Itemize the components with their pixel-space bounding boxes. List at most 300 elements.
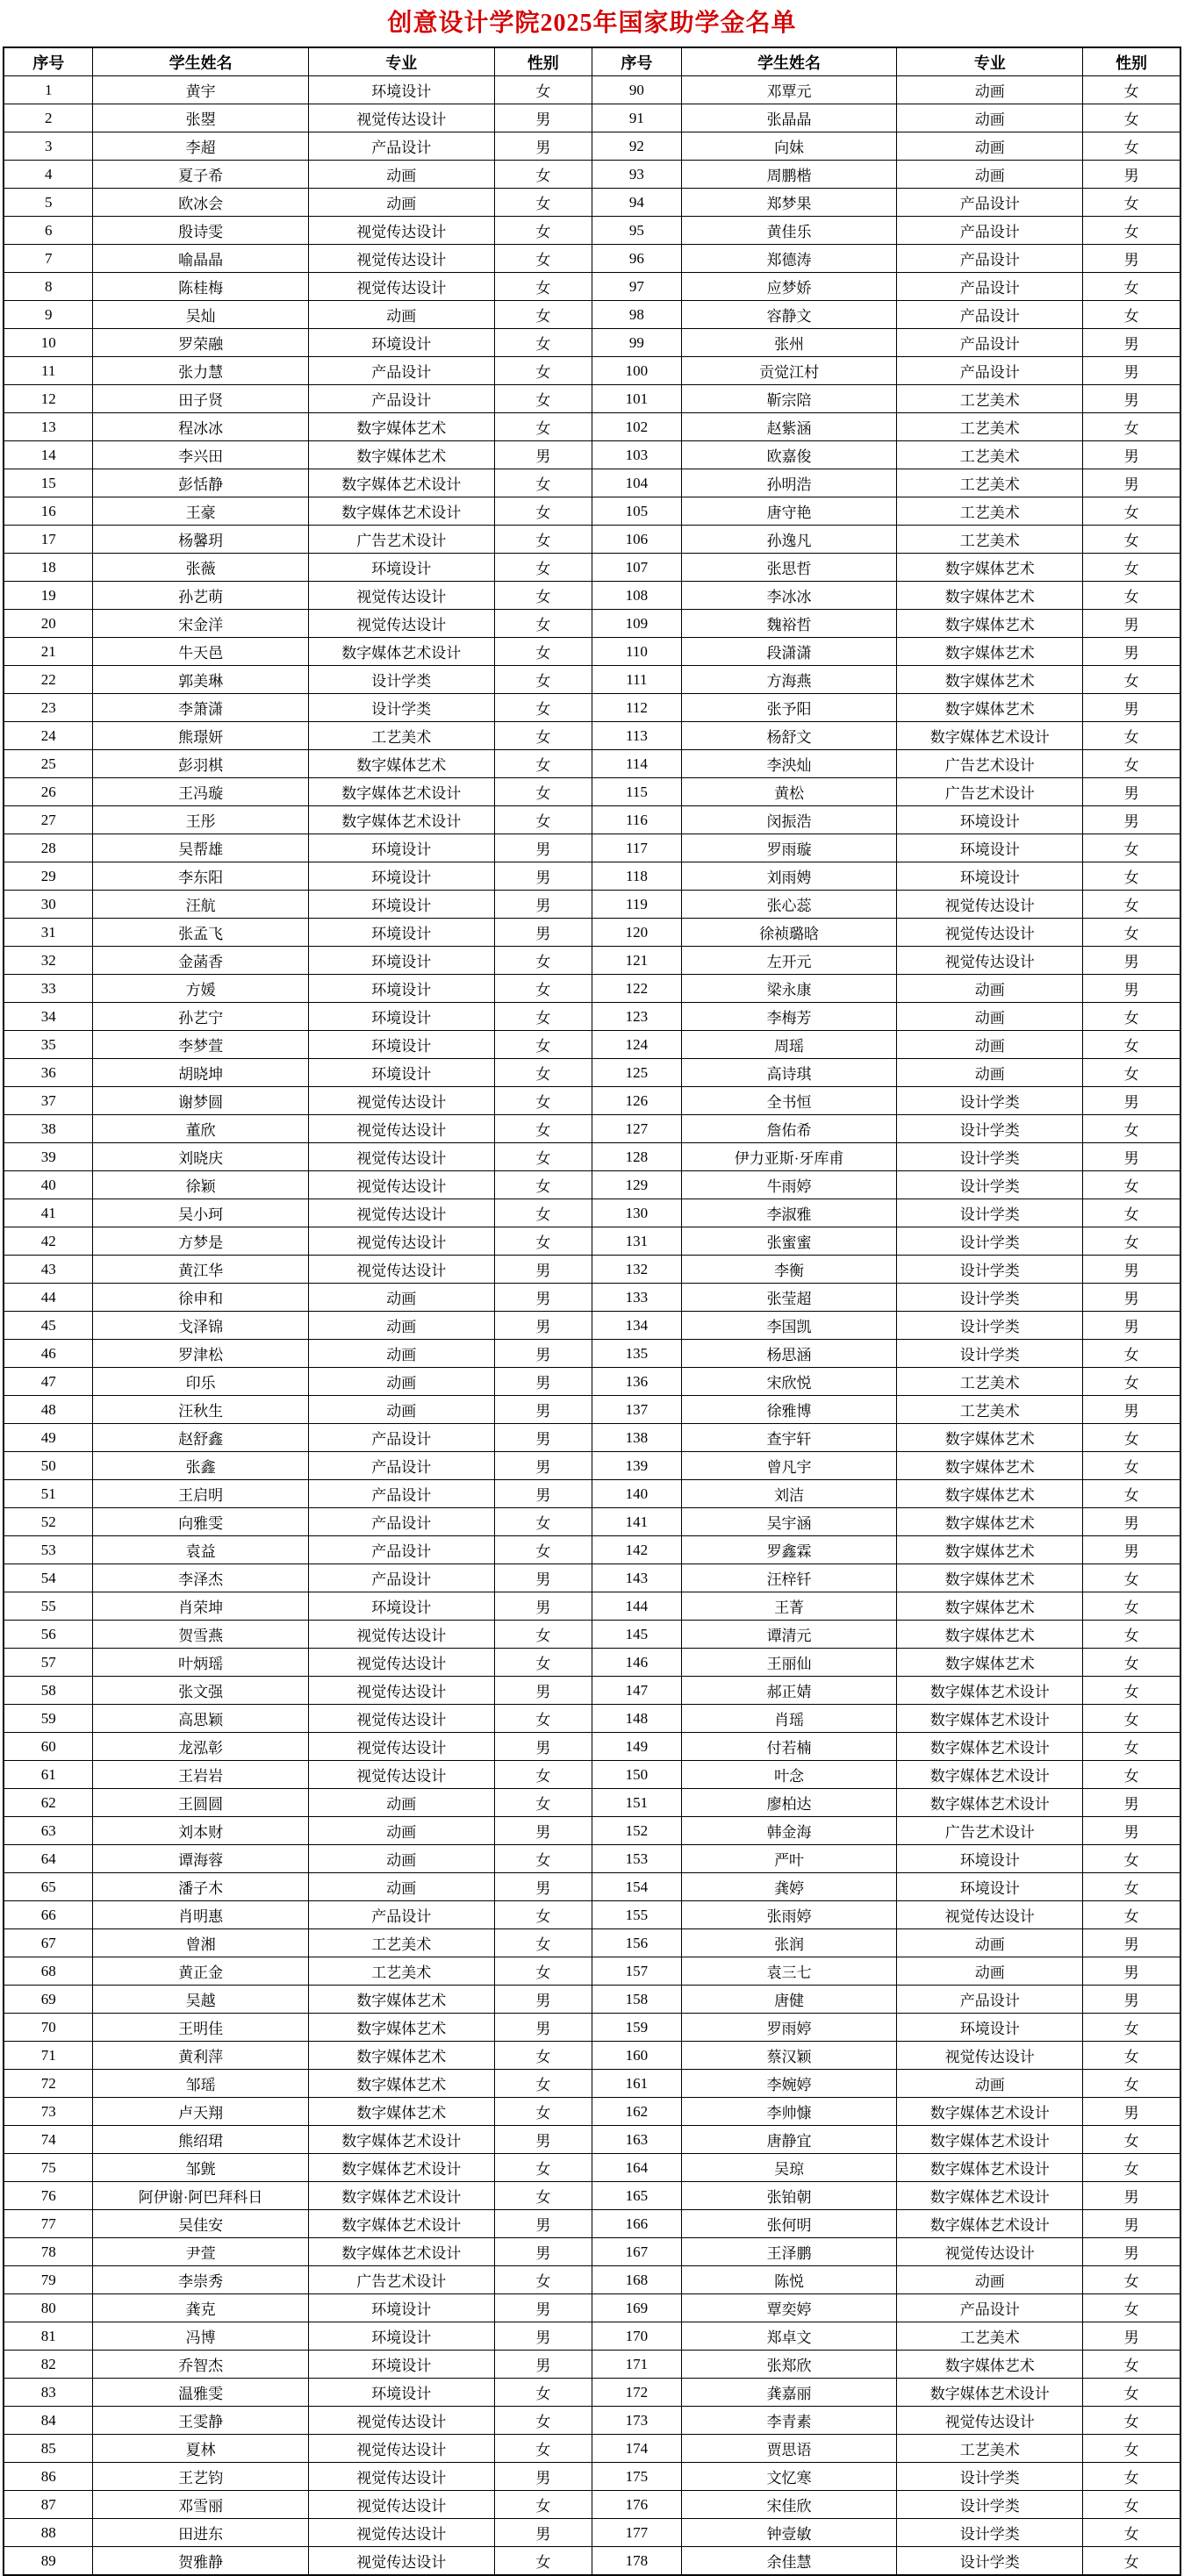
table-row xyxy=(4,2042,1180,2070)
cell-name: 袁三七 xyxy=(681,1957,896,1986)
table-row xyxy=(4,2519,1180,2547)
cell-name: 宋欣悦 xyxy=(681,1368,896,1396)
table-row xyxy=(4,2435,1180,2463)
cell-name: 胡晓坤 xyxy=(93,1059,308,1087)
cell-gender: 男 xyxy=(494,441,592,469)
table-row xyxy=(4,1003,1180,1031)
cell-no: 127 xyxy=(592,1115,681,1143)
cell-gender: 男 xyxy=(1083,1143,1180,1171)
cell-name: 高思颖 xyxy=(93,1705,308,1733)
cell-major: 动画 xyxy=(308,1817,494,1845)
cell-major: 视觉传达设计 xyxy=(308,2547,494,2576)
cell-name: 唐静宜 xyxy=(681,2126,896,2154)
table-row xyxy=(4,273,1180,301)
cell-no: 148 xyxy=(592,1705,681,1733)
cell-no: 143 xyxy=(592,1564,681,1592)
cell-no: 152 xyxy=(592,1817,681,1845)
cell-major: 数字媒体艺术设计 xyxy=(897,1761,1083,1789)
table-row xyxy=(4,2154,1180,2182)
cell-no: 71 xyxy=(4,2042,93,2070)
cell-name: 刘雨娉 xyxy=(681,862,896,891)
cell-no: 135 xyxy=(592,1340,681,1368)
cell-gender: 女 xyxy=(494,1115,592,1143)
cell-name: 肖明惠 xyxy=(93,1901,308,1929)
cell-major: 数字媒体艺术设计 xyxy=(308,2154,494,2182)
cell-no: 49 xyxy=(4,1424,93,1452)
cell-major: 动画 xyxy=(308,1845,494,1873)
cell-gender: 女 xyxy=(494,1957,592,1986)
cell-name: 王雯静 xyxy=(93,2407,308,2435)
table-row xyxy=(4,1817,1180,1845)
cell-name: 余佳慧 xyxy=(681,2547,896,2576)
cell-no: 109 xyxy=(592,610,681,638)
table-row xyxy=(4,1733,1180,1761)
cell-no: 74 xyxy=(4,2126,93,2154)
cell-major: 数字媒体艺术 xyxy=(897,638,1083,666)
cell-name: 杨思涵 xyxy=(681,1340,896,1368)
table-row xyxy=(4,1087,1180,1115)
cell-no: 56 xyxy=(4,1621,93,1649)
cell-no: 63 xyxy=(4,1817,93,1845)
cell-major: 广告艺术设计 xyxy=(308,526,494,554)
cell-no: 34 xyxy=(4,1003,93,1031)
cell-gender: 女 xyxy=(494,1227,592,1256)
cell-gender: 女 xyxy=(1083,497,1180,526)
table-row xyxy=(4,778,1180,806)
cell-no: 81 xyxy=(4,2322,93,2351)
table-row xyxy=(4,891,1180,919)
cell-no: 126 xyxy=(592,1087,681,1115)
cell-major: 数字媒体艺术 xyxy=(308,441,494,469)
cell-no: 54 xyxy=(4,1564,93,1592)
cell-major: 环境设计 xyxy=(308,975,494,1003)
cell-gender: 男 xyxy=(494,2126,592,2154)
table-row xyxy=(4,610,1180,638)
cell-no: 120 xyxy=(592,919,681,947)
table-row xyxy=(4,1705,1180,1733)
cell-gender: 女 xyxy=(1083,76,1180,104)
cell-name: 郑梦果 xyxy=(681,189,896,217)
cell-name: 叶炳瑶 xyxy=(93,1649,308,1677)
cell-gender: 女 xyxy=(1083,1003,1180,1031)
cell-major: 数字媒体艺术设计 xyxy=(897,2210,1083,2238)
cell-gender: 女 xyxy=(494,497,592,526)
cell-no: 6 xyxy=(4,217,93,245)
cell-no: 69 xyxy=(4,1986,93,2014)
cell-name: 田进东 xyxy=(93,2519,308,2547)
cell-major: 工艺美术 xyxy=(308,1929,494,1957)
cell-gender: 女 xyxy=(1083,722,1180,750)
cell-name: 张文强 xyxy=(93,1677,308,1705)
cell-gender: 女 xyxy=(494,2547,592,2576)
table-row xyxy=(4,1368,1180,1396)
cell-name: 靳宗陪 xyxy=(681,385,896,413)
cell-name: 徐雅博 xyxy=(681,1396,896,1424)
cell-major: 视觉传达设计 xyxy=(308,2463,494,2491)
cell-major: 数字媒体艺术设计 xyxy=(897,722,1083,750)
cell-gender: 女 xyxy=(494,2266,592,2294)
cell-no: 1 xyxy=(4,76,93,104)
table-row xyxy=(4,1677,1180,1705)
cell-no: 174 xyxy=(592,2435,681,2463)
cell-no: 130 xyxy=(592,1199,681,1227)
cell-no: 140 xyxy=(592,1480,681,1508)
cell-gender: 女 xyxy=(494,217,592,245)
cell-name: 李梦萱 xyxy=(93,1031,308,1059)
table-row xyxy=(4,2547,1180,2576)
cell-no: 59 xyxy=(4,1705,93,1733)
cell-name: 夏子希 xyxy=(93,161,308,189)
table-row xyxy=(4,1312,1180,1340)
cell-no: 80 xyxy=(4,2294,93,2322)
table-row xyxy=(4,1452,1180,1480)
cell-gender: 女 xyxy=(1083,1901,1180,1929)
cell-gender: 男 xyxy=(494,862,592,891)
cell-no: 88 xyxy=(4,2519,93,2547)
cell-gender: 女 xyxy=(1083,301,1180,329)
cell-major: 视觉传达设计 xyxy=(308,1143,494,1171)
cell-name: 孙明浩 xyxy=(681,469,896,497)
cell-gender: 男 xyxy=(1083,1817,1180,1845)
cell-gender: 女 xyxy=(494,694,592,722)
cell-no: 162 xyxy=(592,2098,681,2126)
cell-gender: 男 xyxy=(1083,610,1180,638)
cell-major: 动画 xyxy=(308,1284,494,1312)
table-row xyxy=(4,975,1180,1003)
cell-gender: 女 xyxy=(494,2042,592,2070)
cell-major: 设计学类 xyxy=(897,1171,1083,1199)
cell-major: 环境设计 xyxy=(308,2379,494,2407)
cell-gender: 男 xyxy=(1083,1087,1180,1115)
cell-gender: 女 xyxy=(494,1171,592,1199)
cell-major: 数字媒体艺术 xyxy=(897,1536,1083,1564)
table-row xyxy=(4,582,1180,610)
cell-major: 动画 xyxy=(897,1059,1083,1087)
cell-no: 5 xyxy=(4,189,93,217)
cell-no: 43 xyxy=(4,1256,93,1284)
table-row xyxy=(4,132,1180,161)
table-row xyxy=(4,2070,1180,2098)
cell-no: 84 xyxy=(4,2407,93,2435)
cell-no: 133 xyxy=(592,1284,681,1312)
cell-gender: 男 xyxy=(1083,1508,1180,1536)
cell-no: 36 xyxy=(4,1059,93,1087)
cell-major: 视觉传达设计 xyxy=(308,245,494,273)
cell-gender: 女 xyxy=(1083,862,1180,891)
cell-no: 29 xyxy=(4,862,93,891)
cell-no: 61 xyxy=(4,1761,93,1789)
cell-name: 龚嘉丽 xyxy=(681,2379,896,2407)
cell-no: 150 xyxy=(592,1761,681,1789)
table-row xyxy=(4,1227,1180,1256)
cell-major: 动画 xyxy=(308,1312,494,1340)
cell-no: 39 xyxy=(4,1143,93,1171)
cell-name: 喻晶晶 xyxy=(93,245,308,273)
cell-major: 视觉传达设计 xyxy=(308,1733,494,1761)
cell-name: 龚婷 xyxy=(681,1873,896,1901)
cell-gender: 女 xyxy=(1083,2266,1180,2294)
cell-major: 数字媒体艺术 xyxy=(897,582,1083,610)
cell-name: 吴宇涵 xyxy=(681,1508,896,1536)
cell-gender: 女 xyxy=(1083,1171,1180,1199)
cell-name: 叶念 xyxy=(681,1761,896,1789)
cell-gender: 女 xyxy=(494,385,592,413)
cell-gender: 男 xyxy=(494,1677,592,1705)
cell-no: 149 xyxy=(592,1733,681,1761)
cell-gender: 女 xyxy=(494,1536,592,1564)
cell-no: 116 xyxy=(592,806,681,834)
cell-gender: 女 xyxy=(1083,1452,1180,1480)
cell-gender: 女 xyxy=(494,1761,592,1789)
cell-name: 李泽杰 xyxy=(93,1564,308,1592)
cell-no: 14 xyxy=(4,441,93,469)
cell-name: 龙泓彰 xyxy=(93,1733,308,1761)
cell-name: 程冰冰 xyxy=(93,413,308,441)
cell-name: 罗荣融 xyxy=(93,329,308,357)
table-row xyxy=(4,1396,1180,1424)
header-no-right: 序号 xyxy=(592,47,681,76)
cell-major: 广告艺术设计 xyxy=(897,1817,1083,1845)
cell-gender: 女 xyxy=(1083,2294,1180,2322)
cell-major: 设计学类 xyxy=(897,1256,1083,1284)
cell-major: 动画 xyxy=(897,76,1083,104)
cell-no: 11 xyxy=(4,357,93,385)
cell-major: 环境设计 xyxy=(897,806,1083,834)
table-row xyxy=(4,1564,1180,1592)
cell-gender: 女 xyxy=(494,1649,592,1677)
cell-major: 动画 xyxy=(308,1368,494,1396)
cell-name: 段潇潇 xyxy=(681,638,896,666)
cell-no: 121 xyxy=(592,947,681,975)
cell-major: 环境设计 xyxy=(308,834,494,862)
cell-name: 吴帮雄 xyxy=(93,834,308,862)
cell-no: 171 xyxy=(592,2351,681,2379)
cell-name: 全书恒 xyxy=(681,1087,896,1115)
cell-no: 48 xyxy=(4,1396,93,1424)
cell-name: 汪秋生 xyxy=(93,1396,308,1424)
cell-name: 罗雨璇 xyxy=(681,834,896,862)
cell-gender: 男 xyxy=(1083,385,1180,413)
cell-major: 视觉传达设计 xyxy=(308,2491,494,2519)
cell-gender: 女 xyxy=(494,947,592,975)
cell-gender: 女 xyxy=(494,273,592,301)
cell-no: 91 xyxy=(592,104,681,132)
table-row xyxy=(4,1649,1180,1677)
cell-gender: 女 xyxy=(1083,582,1180,610)
cell-gender: 男 xyxy=(494,2238,592,2266)
table-row xyxy=(4,1059,1180,1087)
cell-major: 动画 xyxy=(308,1873,494,1901)
cell-major: 产品设计 xyxy=(308,1536,494,1564)
cell-no: 62 xyxy=(4,1789,93,1817)
cell-name: 王泽鹏 xyxy=(681,2238,896,2266)
table-row xyxy=(4,1929,1180,1957)
cell-gender: 女 xyxy=(1083,666,1180,694)
cell-name: 张晶晶 xyxy=(681,104,896,132)
table-row xyxy=(4,1789,1180,1817)
cell-no: 136 xyxy=(592,1368,681,1396)
cell-gender: 女 xyxy=(494,526,592,554)
cell-no: 147 xyxy=(592,1677,681,1705)
cell-gender: 女 xyxy=(1083,1705,1180,1733)
cell-major: 视觉传达设计 xyxy=(308,217,494,245)
cell-no: 158 xyxy=(592,1986,681,2014)
cell-major: 数字媒体艺术设计 xyxy=(897,1733,1083,1761)
cell-major: 环境设计 xyxy=(897,862,1083,891)
cell-major: 设计学类 xyxy=(897,1227,1083,1256)
cell-name: 刘晓庆 xyxy=(93,1143,308,1171)
cell-major: 产品设计 xyxy=(308,1508,494,1536)
cell-name: 李崇秀 xyxy=(93,2266,308,2294)
cell-major: 数字媒体艺术 xyxy=(897,1424,1083,1452)
cell-major: 产品设计 xyxy=(897,2294,1083,2322)
cell-major: 设计学类 xyxy=(897,1199,1083,1227)
cell-gender: 男 xyxy=(1083,2098,1180,2126)
table-row xyxy=(4,1256,1180,1284)
cell-major: 环境设计 xyxy=(308,947,494,975)
cell-no: 169 xyxy=(592,2294,681,2322)
cell-name: 王彤 xyxy=(93,806,308,834)
table-row xyxy=(4,1621,1180,1649)
cell-major: 视觉传达设计 xyxy=(897,2042,1083,2070)
cell-gender: 男 xyxy=(1083,947,1180,975)
cell-name: 张力慧 xyxy=(93,357,308,385)
cell-name: 郭美琳 xyxy=(93,666,308,694)
cell-gender: 女 xyxy=(494,245,592,273)
cell-major: 产品设计 xyxy=(308,1452,494,1480)
cell-major: 工艺美术 xyxy=(897,441,1083,469)
table-row xyxy=(4,1143,1180,1171)
cell-no: 40 xyxy=(4,1171,93,1199)
cell-major: 动画 xyxy=(308,1789,494,1817)
cell-gender: 女 xyxy=(494,2070,592,2098)
table-row xyxy=(4,2266,1180,2294)
cell-gender: 男 xyxy=(494,1733,592,1761)
cell-name: 孙艺萌 xyxy=(93,582,308,610)
cell-major: 动画 xyxy=(308,161,494,189)
cell-name: 张州 xyxy=(681,329,896,357)
table-row xyxy=(4,806,1180,834)
cell-name: 吴越 xyxy=(93,1986,308,2014)
cell-major: 视觉传达设计 xyxy=(308,1761,494,1789)
cell-name: 李冰冰 xyxy=(681,582,896,610)
cell-major: 视觉传达设计 xyxy=(308,1677,494,1705)
cell-major: 环境设计 xyxy=(897,834,1083,862)
cell-name: 彭羽棋 xyxy=(93,750,308,778)
cell-name: 李泱灿 xyxy=(681,750,896,778)
cell-gender: 女 xyxy=(1083,2014,1180,2042)
cell-name: 李淑雅 xyxy=(681,1199,896,1227)
cell-major: 产品设计 xyxy=(897,301,1083,329)
cell-gender: 男 xyxy=(494,132,592,161)
cell-major: 设计学类 xyxy=(308,694,494,722)
cell-name: 谭海蓉 xyxy=(93,1845,308,1873)
cell-no: 103 xyxy=(592,441,681,469)
cell-no: 111 xyxy=(592,666,681,694)
cell-major: 视觉传达设计 xyxy=(308,1171,494,1199)
cell-gender: 女 xyxy=(1083,1564,1180,1592)
cell-gender: 女 xyxy=(1083,273,1180,301)
header-name-left: 学生姓名 xyxy=(93,47,308,76)
cell-no: 112 xyxy=(592,694,681,722)
cell-major: 环境设计 xyxy=(308,2351,494,2379)
cell-major: 视觉传达设计 xyxy=(308,610,494,638)
table-row xyxy=(4,189,1180,217)
cell-name: 徐颖 xyxy=(93,1171,308,1199)
table-row xyxy=(4,919,1180,947)
cell-major: 产品设计 xyxy=(308,1901,494,1929)
cell-no: 72 xyxy=(4,2070,93,2098)
cell-gender: 男 xyxy=(1083,1929,1180,1957)
cell-gender: 男 xyxy=(494,1873,592,1901)
cell-no: 93 xyxy=(592,161,681,189)
table-row xyxy=(4,301,1180,329)
cell-gender: 男 xyxy=(1083,1256,1180,1284)
cell-gender: 女 xyxy=(1083,1480,1180,1508)
table-row xyxy=(4,750,1180,778)
table-row xyxy=(4,357,1180,385)
cell-name: 王菁 xyxy=(681,1592,896,1621)
cell-name: 潘子木 xyxy=(93,1873,308,1901)
table-row xyxy=(4,2098,1180,2126)
cell-no: 105 xyxy=(592,497,681,526)
cell-no: 41 xyxy=(4,1199,93,1227)
cell-gender: 女 xyxy=(494,76,592,104)
cell-name: 邓覃元 xyxy=(681,76,896,104)
cell-major: 数字媒体艺术设计 xyxy=(308,806,494,834)
cell-major: 广告艺术设计 xyxy=(897,750,1083,778)
cell-name: 魏裕哲 xyxy=(681,610,896,638)
cell-major: 环境设计 xyxy=(897,2014,1083,2042)
cell-name: 吴小珂 xyxy=(93,1199,308,1227)
cell-major: 产品设计 xyxy=(308,1424,494,1452)
table-row xyxy=(4,2351,1180,2379)
cell-name: 杨馨玥 xyxy=(93,526,308,554)
cell-gender: 女 xyxy=(1083,1059,1180,1087)
cell-gender: 男 xyxy=(1083,1312,1180,1340)
cell-gender: 男 xyxy=(1083,329,1180,357)
cell-gender: 男 xyxy=(1083,1536,1180,1564)
table-row xyxy=(4,638,1180,666)
cell-major: 数字媒体艺术 xyxy=(897,1564,1083,1592)
cell-name: 戈泽锦 xyxy=(93,1312,308,1340)
table-row xyxy=(4,2238,1180,2266)
cell-gender: 女 xyxy=(494,2098,592,2126)
table-row xyxy=(4,76,1180,104)
cell-major: 环境设计 xyxy=(308,2322,494,2351)
cell-no: 86 xyxy=(4,2463,93,2491)
table-row xyxy=(4,2126,1180,2154)
cell-no: 44 xyxy=(4,1284,93,1312)
cell-gender: 男 xyxy=(1083,469,1180,497)
cell-name: 周瑶 xyxy=(681,1031,896,1059)
cell-major: 环境设计 xyxy=(308,862,494,891)
cell-name: 董欣 xyxy=(93,1115,308,1143)
cell-major: 视觉传达设计 xyxy=(308,1087,494,1115)
cell-no: 52 xyxy=(4,1508,93,1536)
table-row xyxy=(4,1480,1180,1508)
cell-no: 22 xyxy=(4,666,93,694)
cell-name: 赵舒鑫 xyxy=(93,1424,308,1452)
table-row xyxy=(4,217,1180,245)
cell-gender: 男 xyxy=(494,2210,592,2238)
cell-name: 罗鑫霖 xyxy=(681,1536,896,1564)
cell-no: 64 xyxy=(4,1845,93,1873)
cell-name: 张雨婷 xyxy=(681,1901,896,1929)
cell-major: 环境设计 xyxy=(897,1873,1083,1901)
table-row xyxy=(4,385,1180,413)
cell-name: 应梦娇 xyxy=(681,273,896,301)
